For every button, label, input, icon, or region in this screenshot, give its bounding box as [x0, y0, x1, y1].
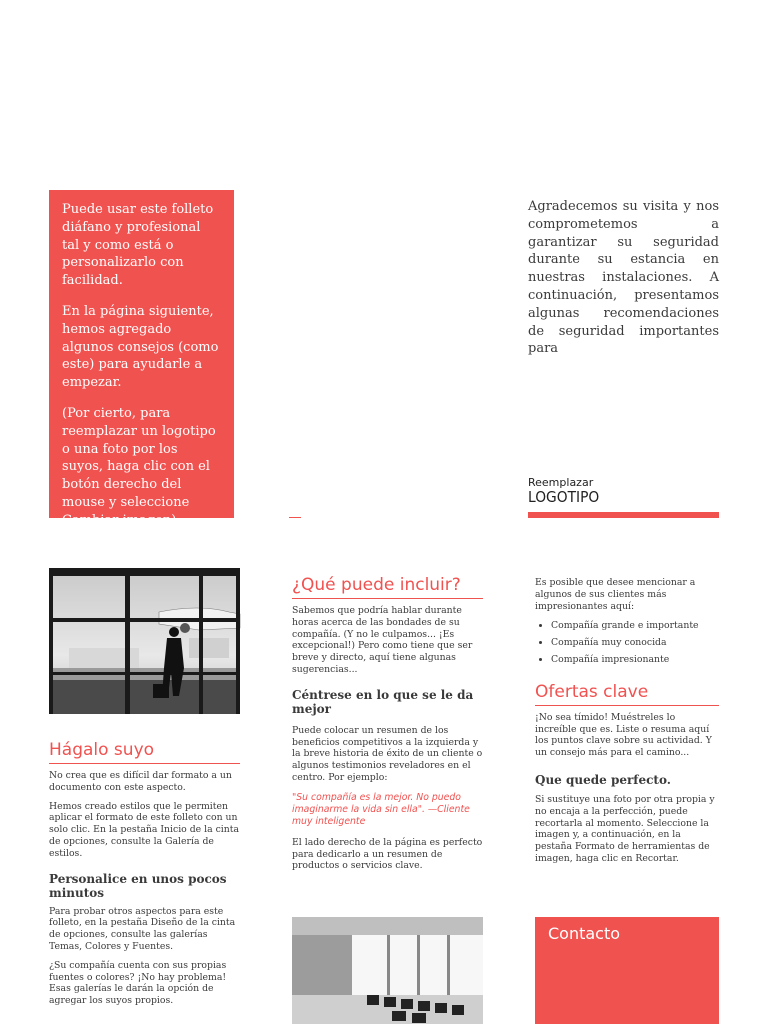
subheading: Personalice en unos pocos minutos [49, 871, 227, 900]
logo-placeholder-small[interactable]: Reemplazar [528, 476, 594, 489]
intro-paragraph: En la página siguiente, hemos agregado algunos consejos (como este) para ayudarle a empezar. [62, 303, 219, 391]
column-3 [535, 577, 719, 872]
paragraph: El lado derecho de la página es perfecto para dedicarlo a un resumen de productos o servicios clave. [292, 836, 483, 872]
body-text [535, 712, 719, 759]
subheading: Que quede perfecto. [535, 772, 671, 787]
paragraph: Sabemos que podría hablar durante horas acerca de las bondades de su compañía. (Y no le culpamos... ¡Es excepcional!) Pero como tiene que ser breve y directo, aquí tiene algunas sugerencias... [292, 605, 473, 675]
body-text [292, 837, 483, 872]
paragraph: Para probar otros aspectos para este folleto, en la pestaña Diseño de la cinta de opciones, consulte las galerías Temas, Colores y Fuentes. [49, 905, 236, 952]
paragraph: Si sustituye una foto por otra propia y no encaja a la perfección, puede recortarla al momento. Seleccione la imagen y, a continuación, en la pestaña Formato de herramientas de imagen, haga clic en Recortar. [535, 793, 715, 864]
paragraph: ¿Su compañía cuenta con sus propias fuentes o colores? ¡No hay problema! Esas galerías le darán la opción de agregar los suyos propios. [49, 959, 227, 1007]
intro-tip-box [49, 190, 234, 528]
body-text [49, 770, 240, 860]
body-text [292, 725, 483, 784]
section-heading: Ofertas clave [535, 682, 719, 706]
contact-heading: Contacto [548, 924, 621, 943]
airport-photo [49, 568, 240, 714]
body-text [49, 906, 240, 1007]
intro-paragraph: Puede usar este folleto diáfano y profesional tal y como está o personalizarlo con facilidad. [62, 202, 214, 289]
section-heading: Hágalo suyo [49, 740, 240, 764]
testimonial-quote: "Su compañía es la mejor. No puedo imaginarme la vida sin ella". —Cliente muy inteligente [292, 791, 470, 827]
intro-paragraph: (Por cierto, para reemplazar un logotipo o una foto por los suyos, haga clic con el botón derecho del mouse y seleccione Cambiar imagen). [62, 405, 216, 528]
column-1 [49, 740, 240, 1014]
logo-placeholder[interactable]: LOGOTIPO [528, 488, 600, 506]
lobby-photo [292, 917, 483, 1024]
section-heading: ¿Qué puede incluir? [292, 575, 483, 599]
welcome-text: Agradecemos su visita y nos comprometemos a garantizar su seguridad durante su estancia en nuestras instalaciones. A continuación, presentamos algunas recomendaciones de seguridad importantes para [528, 199, 719, 357]
client-list [535, 620, 719, 665]
contact-box [535, 917, 719, 1024]
paragraph: No crea que es difícil dar formato a un documento con este aspecto. [49, 770, 232, 793]
divider-mark [289, 517, 301, 518]
paragraph: Es posible que desee mencionar a algunos de sus clientes más impresionantes aquí: [535, 577, 696, 612]
paragraph: ¡No sea tímido! Muéstreles lo increíble que es. Liste o resuma aquí los puntos clave sobre su actividad. Y un consejo más para el camino... [535, 711, 712, 759]
subheading: Céntrese en lo que se le da mejor [292, 687, 474, 716]
paragraph: Hemos creado estilos que le permiten aplicar el formato de este folleto con un solo clic. En la pestaña Inicio de la cinta de opciones, consulte la Galería de estilos. [49, 800, 240, 859]
list-item: • Compañía muy conocida [551, 637, 719, 649]
body-text [292, 605, 483, 676]
column-2 [292, 575, 483, 879]
paragraph: Puede colocar un resumen de los beneficios competitivos a la izquierda y la breve historia de éxito de un cliente o algunos testimonios reveladores en el centro. Por ejemplo: [292, 724, 483, 783]
body-text [535, 794, 719, 865]
body-text [535, 577, 719, 612]
accent-bar [528, 512, 719, 518]
list-item: • Compañía grande e importante [551, 620, 719, 632]
list-item: • Compañía impresionante [551, 654, 719, 666]
